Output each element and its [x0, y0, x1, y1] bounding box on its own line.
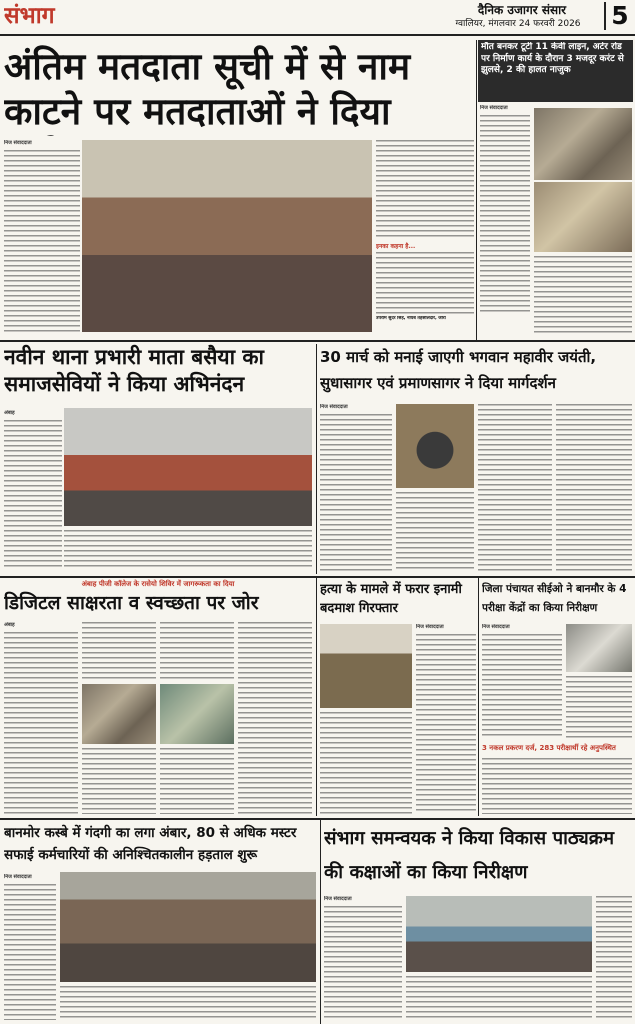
a4-text-col3 — [478, 404, 552, 572]
a9-byline: निज संवाददाता — [324, 896, 352, 902]
a1-byline: निज संवाददाता — [4, 140, 32, 146]
a1-text-col2 — [376, 140, 474, 240]
a1-subhead: इनका कहना है... — [376, 243, 416, 250]
a5-text-col2 — [82, 622, 156, 682]
a7-byline: निज संवाददाता — [482, 624, 510, 630]
a5-text-col1 — [4, 632, 78, 814]
a6-byline: निज संवाददाता — [416, 624, 444, 630]
rule-1 — [0, 340, 635, 342]
a5-text-col4 — [238, 622, 312, 814]
paper-name: दैनिक उजागर संसार — [477, 3, 567, 17]
a5-text-col3b — [160, 748, 234, 814]
a3-headline: नवीन थाना प्रभारी माता बसैया का समाजसेवियों ने किया अभिनंदन — [4, 345, 264, 396]
a5-byline: अंबाह — [4, 622, 15, 628]
a9-text-col3 — [596, 896, 632, 1020]
a7-photo — [566, 624, 632, 672]
a3-text-col2 — [64, 530, 312, 570]
a4-text-col4 — [556, 404, 632, 572]
dateline: ग्वालियर, मंगलवार 24 फरवरी 2026 — [455, 19, 581, 29]
a5-headline: डिजिटल साक्षरता व स्वच्छता पर जोर — [4, 592, 259, 614]
a3-photo — [64, 408, 312, 526]
a7-text-col1 — [482, 634, 562, 738]
a1-photo-group — [82, 140, 372, 332]
col-divider-low-r — [478, 578, 479, 816]
a3-text-col1 — [4, 420, 62, 570]
a7-headline: जिला पंचायत सीईओ ने बानमौर के 4 परीक्षा केंद्रों का किया निरीक्षण — [482, 583, 627, 614]
a7-subhead: 3 नकल प्रकरण दर्ज, 283 परीक्षार्थी रहे अनुपस्थित — [482, 744, 616, 752]
col-divider-bottom — [320, 820, 321, 1024]
a6-text-col1 — [416, 634, 476, 814]
a5-text-col2b — [82, 748, 156, 814]
a1-headline: अंतिम मतदाता सूची में से नाम काटने पर मतदाताओं ने दिया — [4, 45, 411, 133]
a1-credit: उपराम सुदर सिंह, नायब तहसीलदार, जौरा — [376, 316, 446, 321]
masthead-divider — [604, 2, 606, 30]
a2-text-col1 — [480, 115, 530, 315]
a2-photo-2 — [534, 182, 632, 252]
a5-kicker: अंबाह पीजी कॉलेज के रासेयो शिविर में जागरूकता का दिया — [81, 580, 235, 588]
a8-byline: निज संवाददाता — [4, 874, 32, 880]
a2-text-col2 — [534, 256, 632, 336]
a4-text-col2 — [396, 492, 474, 572]
a2-headline: मौत बनकर टूटी 11 केवी लाइन, अटेर रोड पर निर्माण कार्य के दौरान 3 मजदूर करंट से झुलसे, 2 की हालत नाजुक — [481, 42, 624, 75]
a2-byline: निज संवाददाता — [480, 105, 508, 111]
a5-photo-2 — [160, 684, 234, 744]
a4-byline: निज संवाददाता — [320, 404, 348, 410]
a4-photo-statue — [396, 404, 474, 488]
a5-text-col3 — [160, 622, 234, 682]
masthead-rule — [0, 34, 635, 36]
a1-text-col1 — [4, 150, 80, 332]
col-divider-top — [476, 40, 477, 340]
a8-text-col1 — [4, 884, 56, 1020]
a6-photo — [320, 624, 412, 708]
a7-text-col2 — [566, 676, 632, 738]
a3-byline: अंबाह — [4, 410, 15, 416]
a9-text-col2 — [406, 976, 592, 1020]
masthead — [0, 0, 635, 34]
a1-text-col3 — [376, 252, 474, 314]
col-divider-mid — [316, 344, 317, 574]
a6-text-col2 — [320, 712, 412, 814]
rule-2 — [0, 576, 635, 578]
a5-photo-1 — [82, 684, 156, 744]
section-name: संभाग — [4, 3, 55, 29]
a2-photo-1 — [534, 108, 632, 180]
a8-headline: बानमोर कस्बे में गंदगी का लगा अंबार, 80 से अधिक मस्टर सफाई कर्मचारियों की अनिश्चितकालीन हड़ताल शुरू — [4, 825, 297, 863]
a7-text-col3 — [482, 758, 632, 814]
col-divider-low — [316, 578, 317, 816]
a8-text-col2 — [60, 986, 316, 1020]
page-number: 5 — [611, 2, 629, 30]
a4-headline: 30 मार्च को मनाई जाएगी भगवान महावीर जयंती, सुधासागर एवं प्रमाणसागर ने दिया मार्गदर्शन — [320, 348, 597, 392]
a4-text-col1 — [320, 414, 392, 572]
a9-text-col1 — [324, 906, 402, 1020]
rule-3 — [0, 818, 635, 820]
a9-photo — [406, 896, 592, 972]
a8-photo — [60, 872, 316, 982]
a9-headline: संभाग समन्वयक ने किया विकास पाठ्यक्रम की कक्षाओं का किया निरीक्षण — [324, 828, 615, 883]
a6-headline: हत्या के मामले में फरार इनामी बदमाश गिरफ्तार — [320, 582, 462, 616]
